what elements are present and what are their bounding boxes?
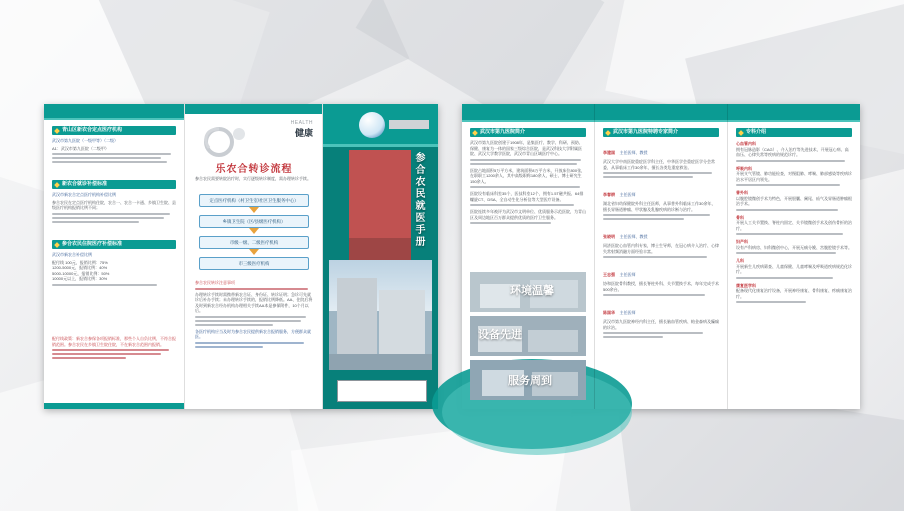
text-line xyxy=(195,346,263,348)
reimbursement-row: 5000-10000元，报销比例：50% xyxy=(52,270,110,276)
flow-arrow-down-icon xyxy=(249,228,259,234)
flow-step-3: 市级一级、二级医疗机构 xyxy=(199,236,309,249)
specialty-entry xyxy=(736,239,852,254)
expert-entry xyxy=(603,263,719,296)
text-line xyxy=(736,277,833,279)
text-line xyxy=(195,342,304,344)
section-heading-2: 新农合就诊补偿标准 xyxy=(52,180,176,189)
text-line xyxy=(52,213,170,215)
text-line xyxy=(736,160,845,162)
text-line xyxy=(736,233,843,235)
text-line xyxy=(603,172,712,174)
specialty-name: 普外科 xyxy=(736,190,748,195)
text-line xyxy=(470,222,551,224)
text-line xyxy=(52,349,169,351)
specialty-body: 设有产科病房、妇科微创中心，开展无痛分娩、宫腹腔镜手术等。 xyxy=(736,244,852,250)
expert-title: 主任医师 xyxy=(619,310,636,315)
text-line xyxy=(603,218,684,220)
expert-title: 主任医师、教授 xyxy=(619,150,648,155)
text-line xyxy=(52,153,171,155)
text-line xyxy=(603,256,707,258)
section-sub-1: 武汉市第九医院（一级甲等）（二级） xyxy=(52,138,118,143)
hospital-building-photo xyxy=(329,260,432,370)
panel1-top-accent xyxy=(44,118,184,120)
text-line xyxy=(603,176,693,178)
panel-hospital-intro xyxy=(462,104,594,409)
cover-info-box xyxy=(337,380,427,402)
text-line xyxy=(52,284,157,286)
expert-entry xyxy=(603,183,719,220)
expert-name: 李建国 xyxy=(603,150,615,155)
panel-new-rural-coop xyxy=(44,104,184,409)
text-line xyxy=(470,186,580,188)
flow-step-1: 定点医疗机构（村卫生室/社区卫生服务中心） xyxy=(199,194,309,207)
specialty-name: 儿科 xyxy=(736,258,744,263)
text-line xyxy=(52,217,164,219)
specialties-heading: 专科介绍 xyxy=(736,128,852,137)
expert-desc: 协和医院骨科教授，擅长脊柱外科、关节置换手术，每年完成手术500余台。 xyxy=(603,281,719,292)
hospital-intro-p3: 医院设有临床科室35个，医技科室12个，拥有1.5T磁共振、64排螺旋CT、DSA、全自动生化分析仪等大型医疗设备。 xyxy=(470,191,584,202)
hospital-intro-heading: 武汉市第九医院简介 xyxy=(470,128,586,137)
hospital-intro-p1: 武汉市第九医院创建于1908年，是集医疗、教学、科研、预防、保健、康复为一体的国家三级综合医院，是武汉科技大学附属医院、武汉大学教学医院，武汉市青山区域医疗中心。 xyxy=(470,140,583,156)
text-line xyxy=(52,157,161,159)
specialty-name: 骨科 xyxy=(736,214,744,220)
text-line xyxy=(52,221,139,223)
expert-title: 主任医师 xyxy=(619,192,636,197)
specialty-entry xyxy=(736,166,852,187)
photo-caption-1: 环境温馨 xyxy=(510,285,554,297)
specialty-entry xyxy=(736,141,852,162)
text-line xyxy=(195,320,301,322)
section-sub-2: 武汉市新农合定点医疗机构补偿比例 xyxy=(52,192,116,197)
specialty-body: 开展新生儿疾病筛查、儿童保健、儿童哮喘及呼吸道疾病规范化诊疗。 xyxy=(736,263,852,274)
text-line xyxy=(52,161,167,163)
flow-arrow-down-icon xyxy=(249,249,259,255)
referral-intro: 参合农民需要转院治疗时，实行逐级转诊制度，需办理转诊手续。 xyxy=(195,176,311,181)
hospital-logo-icon xyxy=(359,112,385,138)
logo-text-mask xyxy=(389,120,429,129)
referral-title: 乐农合转诊流程 xyxy=(215,164,293,175)
cover-redacted-block xyxy=(349,238,411,260)
specialty-entry xyxy=(736,283,852,304)
panel1-footnote: 配付线政策：新农合参保各项报销标准，那些个人自负比例，不符合报销范围。参合农民在乡镇卫生院住院，不在新农合范围内报销。 xyxy=(52,336,176,347)
panel-experts xyxy=(595,104,727,409)
panel-referral-process xyxy=(185,104,322,409)
specialty-entry xyxy=(736,258,852,279)
expert-desc: 湖北省妇幼保健院外科主任医师，从事普外科临床工作30余年，擅长胃肠道肿瘤、甲状腺及乳腺疾病的诊断与治疗。 xyxy=(603,201,716,212)
section-body-2: 参合农民在定点医疗机构住院，农合一、农合一卡通、乡镇卫生院、县级医疗机构报销比例不同； xyxy=(52,199,176,210)
brochure-left-sheet xyxy=(44,104,438,409)
text-line xyxy=(603,294,705,296)
referral-note-title: 参合农民转诊注意事项 xyxy=(195,280,235,285)
flow-arrow-down-icon xyxy=(249,207,259,213)
specialty-body: 以腹腔镜微创手术为特色，开展胆囊、阑尾、疝气及胃肠道肿瘤根治手术。 xyxy=(736,195,852,206)
specialty-body: 配备现代化康复治疗设备，开展神经康复、骨科康复、疼痛康复治疗。 xyxy=(736,288,852,299)
expert-entry xyxy=(603,301,719,338)
specialty-body: 开展支气管镜、肺功能检查，对慢阻肺、哮喘、肺部感染等疾病诊治水平居区内领先。 xyxy=(736,171,852,182)
referral-note-tail: 各医疗机构应当及时为参合农民提供新农合报销服务，方便群众就医。 xyxy=(195,328,311,339)
specialty-body: 开展人工关节置换、脊柱内固定、关节镜微创手术及创伤骨折的治疗。 xyxy=(736,220,852,231)
brand-cn: 健康 xyxy=(294,128,313,138)
expert-name: 张晓明 xyxy=(603,234,615,239)
specialty-entry xyxy=(736,190,852,211)
expert-name: 陈国华 xyxy=(603,310,615,315)
expert-desc: 武汉市第九医院神经内科主任，擅长脑血管疾病、帕金森病及癫痫的诊治。 xyxy=(603,319,719,330)
text-line xyxy=(470,163,577,165)
brochure-right-sheet xyxy=(462,104,860,409)
cover-title: 参合农民就医手册 xyxy=(413,152,424,248)
text-line xyxy=(603,336,663,338)
text-line xyxy=(52,357,126,359)
text-line xyxy=(736,209,838,211)
flow-step-2: 乡镇卫生院（区/县级医疗机构） xyxy=(199,215,309,228)
referral-note-body: 办理转诊手续时需携带新农合证、身份证、转诊证明；急诊可先就诊后补办手续；未办理转诊手续的，报销比例降低。AA、住院后将及时到新农合经办机构办理相关手续AA本是参保附件，10个月以后。 xyxy=(195,291,313,313)
panel1-bottom-band xyxy=(44,403,184,409)
expert-name: 李春耕 xyxy=(603,192,615,197)
text-line xyxy=(470,159,581,161)
specialty-body: 拥有冠脉造影（CAG）、介入治疗等先进技术，开展冠心病、高血压、心律失常等疾病的规范诊疗。 xyxy=(736,146,849,157)
specialty-entry xyxy=(736,215,852,236)
section-heading-1: 青山区新农合定点医疗机构 xyxy=(52,126,176,135)
expert-desc: 同济医院心血管内科专家，博士生导师，在冠心病介入治疗、心律失常射频消融方面经验丰富。 xyxy=(603,243,719,254)
photo-caption-2: 设备先进 xyxy=(478,329,522,341)
text-line xyxy=(736,301,806,303)
hospital-intro-p2: 医院占地面积5万平方米，建筑面积8万平方米，开放床位800张，在职职工1200余人，其中高级职称180余人，硕士、博士研究生150余人。 xyxy=(470,167,586,184)
reimbursement-row: 10000元以上，报销比例：30% xyxy=(52,276,108,281)
text-line xyxy=(603,332,703,334)
panel2-top-band xyxy=(185,104,322,114)
photo-ground xyxy=(329,354,432,370)
text-line xyxy=(195,288,308,290)
photo-detail xyxy=(528,330,578,352)
text-line xyxy=(470,204,574,206)
text-line xyxy=(195,324,273,326)
expert-title: 主任医师 xyxy=(619,272,636,277)
specialty-name: 康复医学科 xyxy=(736,282,756,288)
section-body-1: A1：武汉市第九医院（二级甲） xyxy=(52,145,109,151)
hospital-intro-p4: 医院连续多年被评为武汉市文明单位、优质服务示范医院，为青山区及周边地区百万群众提供优质的医疗卫生服务。 xyxy=(470,209,586,220)
expert-entry xyxy=(603,141,719,178)
text-line xyxy=(603,214,710,216)
expert-desc: 武汉大学中南医院重症医学科主任，中华医学会重症医学分会常委，从事临床工作30余年，擅长各类危重症救治。 xyxy=(603,159,715,170)
panel1-top-band xyxy=(44,104,184,118)
flow-step-4: 市三级医疗机构 xyxy=(199,257,309,270)
section-heading-3: 参合农民住院医疗补偿标准 xyxy=(52,240,176,249)
reimbursement-row: 1200-5000元，报销比例：40% xyxy=(52,265,108,270)
text-line xyxy=(195,316,306,318)
panel-cover xyxy=(323,104,438,409)
cover-band-light xyxy=(323,144,438,147)
specialty-name: 妇产科 xyxy=(736,239,748,244)
text-line xyxy=(736,184,840,186)
cover-redacted-block xyxy=(349,150,411,238)
text-line xyxy=(52,353,161,355)
brand-en: HEALTH xyxy=(290,120,313,126)
reimbursement-row: 配付线 100元，报销比例：75% xyxy=(52,259,108,265)
section-sub-3: 武汉市新农合补偿比例 xyxy=(52,252,92,257)
expert-name: 王志强 xyxy=(603,272,615,277)
specialty-name: 呼吸内科 xyxy=(736,165,752,171)
expert-entry xyxy=(603,225,719,258)
experts-heading: 武汉市第九医院特聘专家简介 xyxy=(603,128,719,137)
specialty-name: 心血管内科 xyxy=(736,141,756,146)
photo-caption-3: 服务周到 xyxy=(508,375,552,387)
panel-specialties xyxy=(728,104,860,409)
expert-title: 主任医师、教授 xyxy=(619,234,648,239)
text-line xyxy=(736,252,836,254)
